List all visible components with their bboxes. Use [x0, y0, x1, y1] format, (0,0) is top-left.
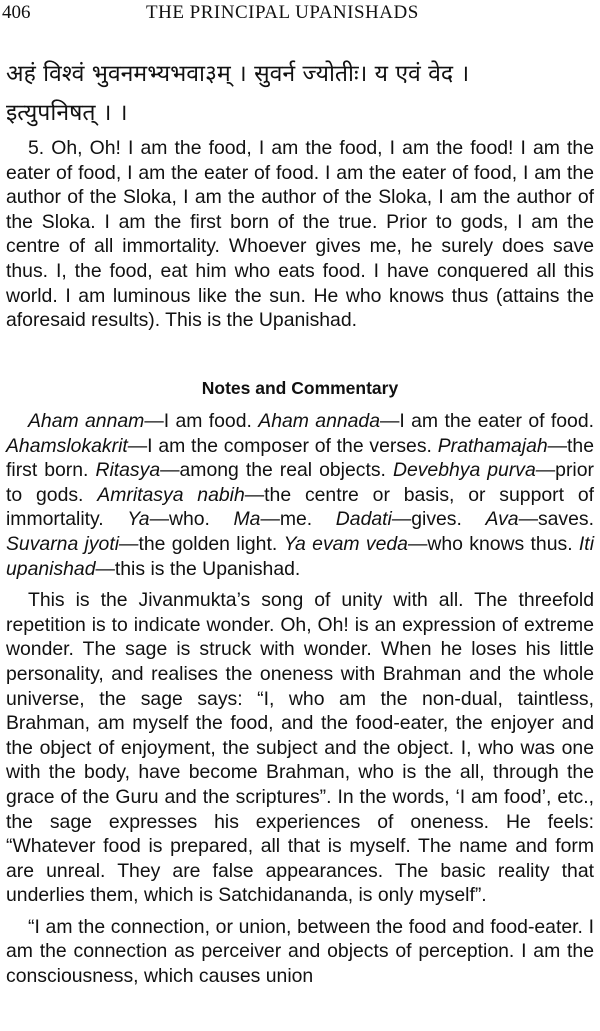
glossary-meaning: —who knows thus.	[407, 532, 579, 555]
glossary-entry	[95, 459, 393, 481]
glossary-entry	[127, 508, 233, 530]
glossary-meaning: —who.	[149, 508, 234, 531]
glossary-entry	[284, 533, 579, 555]
glossary-term: Dadati	[335, 508, 392, 531]
glossary-entry	[336, 508, 486, 530]
sanskrit-line-1: अहं विश्वं भुवनमभ्यभवा३म् । सुवर्न ज्योतीः। य एवं वेद ।	[6, 61, 470, 87]
glossary-term: Ya	[127, 508, 150, 531]
sanskrit-line-2: इत्युपनिषत् । ।	[6, 100, 128, 126]
glossary-meaning: —me.	[260, 508, 336, 531]
glossary-term: Ritasya	[95, 459, 161, 482]
glossary-entry	[258, 410, 594, 432]
glossary-meaning: —I am the composer of the verses.	[127, 434, 438, 457]
glossary-meaning: —the golden light.	[119, 532, 284, 555]
glossary-entry	[234, 508, 336, 530]
verse-translation	[6, 136, 594, 333]
glossary-term: Ya evam veda	[283, 532, 408, 555]
glossary-term: Iti upanishad	[6, 532, 595, 580]
glossary-meaning: —I am the eater of food.	[380, 410, 594, 432]
notes-heading: Notes and Commentary	[201, 378, 399, 398]
glossary-entry	[6, 533, 284, 555]
page-header	[0, 2, 600, 28]
glossary-term: Ma	[233, 508, 261, 531]
glossary-term: Prathamajah	[437, 434, 548, 457]
glossary-meaning: —among the real objects.	[160, 459, 393, 482]
glossary-term: Devebhya purva	[392, 459, 536, 482]
running-head: THE PRINCIPAL UPANISHADS	[146, 2, 419, 23]
glossary-term: Ahamslokakrit	[6, 434, 128, 457]
glossary-term: Suvarna jyoti	[6, 532, 120, 555]
glossary-entry	[6, 435, 438, 457]
glossary-meaning: —this is the Upanishad.	[95, 557, 301, 580]
glossary-term: Aham annam	[28, 410, 145, 432]
page-number: 406	[2, 2, 31, 23]
glossary-entry	[28, 410, 258, 432]
glossary-meaning: —gives.	[391, 508, 486, 531]
notes-body	[6, 409, 594, 989]
verse-paragraph: 5. Oh, Oh! I am the food, I am the food, I am the food! I am the eater of food, I am the eater of food. I am the eater of food, I am the author of the Sloka, I am the author of the Sloka, I am the author of the Sloka. I am the first born of the true. Prior to gods, I am the centre of all immortality. Whoever gives me, he surely does save thus. I, the food, eat him who eats food. I have conquered all this world. I am luminous like the sun. He who knows thus (attains the aforesaid results). This is the Upanishad.	[6, 137, 594, 332]
glossary-entry	[486, 508, 595, 530]
glossary-meaning: —I am food.	[144, 410, 259, 432]
glossary-meaning: —the centre or basis, or support of immortality.	[6, 483, 594, 531]
glossary-term: Amritasya nabih	[97, 483, 245, 506]
glossary-meaning: —saves.	[518, 508, 594, 531]
glossary-paragraph	[6, 409, 594, 581]
commentary-paragraph: This is the Jivanmukta’s song of unity with all. The threefold repetition is to indicate wonder. Oh, Oh! is an expression of extreme wonder. The sage is struck with wonder. When he loses his little personality, and realises the oneness with Brahman and the whole universe, the sage says: “I, who am the non-dual, taintless, Brahman, am myself the food, and the food-eater, the enjoyer and the object of enjoyment, the subject and the object. I, who was one with the body, have become Brahman, who is the all, through the grace of the Guru and the scriptures”. In the words, ‘I am food’, etc., the sage expresses his experiences of oneness. He feels: “Whatever food is prepared, all that is myself. The name and form are unreal. They are false appearances. The basic reality that underlies them, which is Satchidananda, is only myself”.	[6, 589, 594, 907]
commentary-paragraph: “I am the connection, or union, between the food and food-eater. I am the connection as perceiver and objects of perception. I am the consciousness, which causes union	[6, 915, 594, 988]
glossary-meaning: —the first born.	[6, 434, 594, 482]
glossary-term: Aham annada	[258, 410, 380, 432]
glossary-term: Ava	[485, 508, 519, 531]
glossary-meaning: —prior to gods.	[6, 459, 594, 506]
